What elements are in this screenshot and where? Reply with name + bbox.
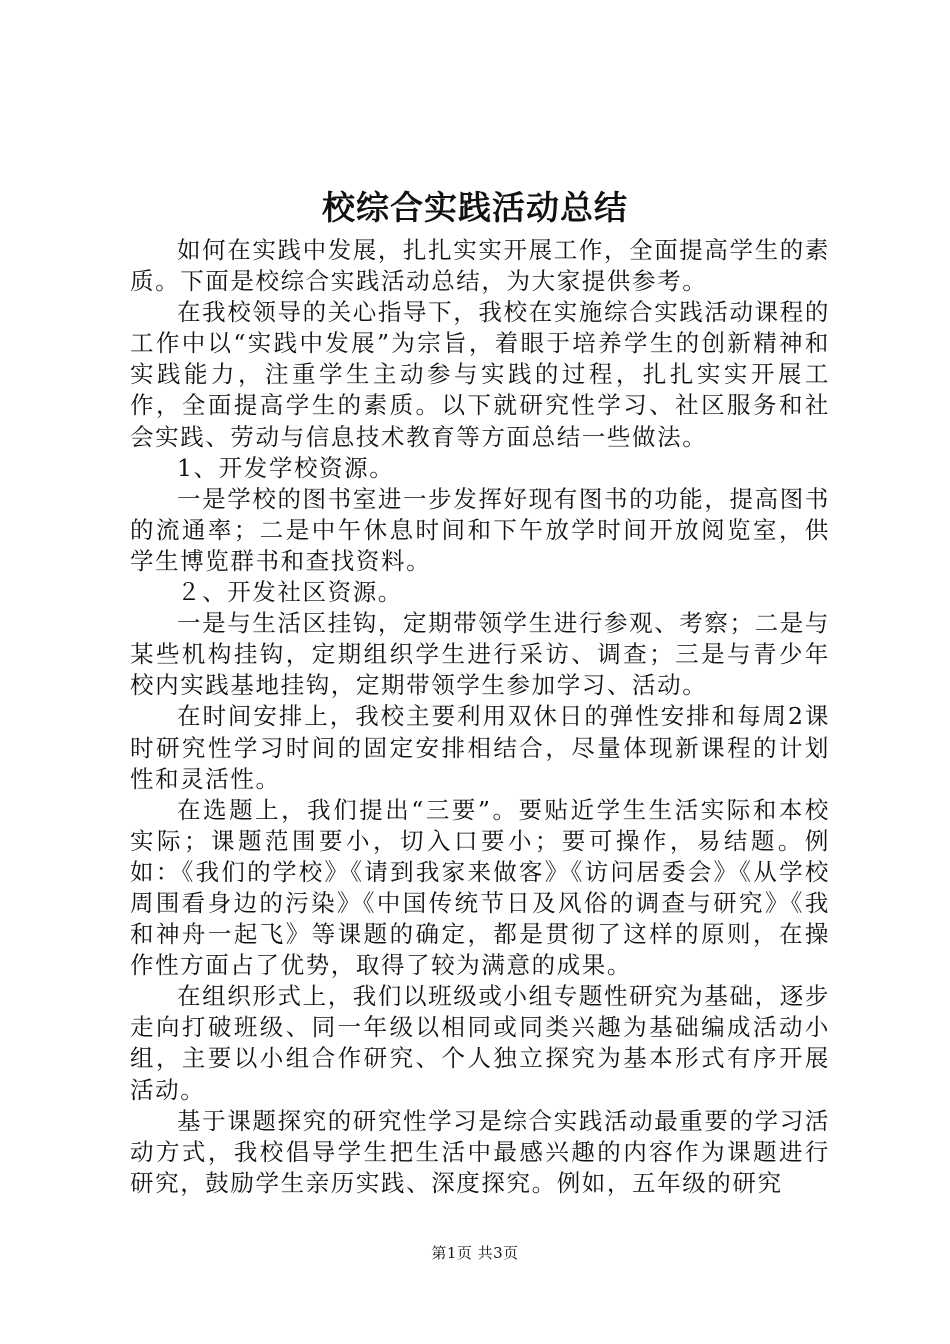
paragraph-overview: 在我校领导的关心指导下，我校在实施综合实践活动课程的工作中以“实践中发展”为宗旨，着眼于培养学生的创新精神和实践能力，注重学生主动参与实践的过程，扎扎实实开展工作，全面提高学生的素质。以下就研究性学习、社区服务和社会实践、劳动与信息技术教育等方面总结一些做法。 bbox=[130, 298, 830, 451]
paragraph-research-learning: 基于课题探究的研究性学习是综合实践活动最重要的学习活动方式，我校倡导学生把生活中最感兴趣的内容作为课题进行研究，鼓励学生亲历实践、深度探究。例如，五年级的研究 bbox=[130, 1106, 830, 1197]
paragraph-intro: 如何在实践中发展，扎扎实实开展工作，全面提高学生的素质。下面是校综合实践活动总结，为大家提供参考。 bbox=[130, 236, 830, 296]
paragraph-topic-selection: 在选题上，我们提出“三要”。要贴近学生生活实际和本校实际；课题范围要小，切入口要小；要可操作，易结题。例如：《我们的学校》《请到我家来做客》《访问居委会》《从学校周围看身边的污染》《中国传统节日及风俗的调查与研究》《我和神舟一起飞》等课题的确定，都是贯彻了这样的原则，在操作性方面占了优势，取得了较为满意的成果。 bbox=[130, 795, 830, 980]
section-heading-school-resources: 1、开发学校资源。 bbox=[177, 453, 395, 482]
paragraph-school-resources: 一是学校的图书室进一步发挥好现有图书的功能，提高图书的流通率；二是中午休息时间和下午放学时间开放阅览室，供学生博览群书和查找资料。 bbox=[130, 484, 830, 575]
paragraph-time-arrangement: 在时间安排上，我校主要利用双休日的弹性安排和每周2课时研究性学习时间的固定安排相结合，尽量体现新课程的计划性和灵活性。 bbox=[130, 702, 830, 793]
section-heading-community-resources: ２、开发社区资源。 bbox=[177, 578, 403, 607]
document-body bbox=[130, 235, 830, 1199]
paragraph-community-resources: 一是与生活区挂钩，定期带领学生进行参观、考察；二是与某些机构挂钩，定期组织学生进行采访、调查；三是与青少年校内实践基地挂钩，定期带领学生参加学习、活动。 bbox=[130, 609, 830, 700]
page-number-footer: 第1页 共3页 bbox=[431, 1244, 519, 1262]
document-title: 校综合实践活动总结 bbox=[322, 188, 628, 227]
paragraph-organization-form: 在组织形式上，我们以班级或小组专题性研究为基础，逐步走向打破班级、同一年级以相同或同类兴趣为基础编成活动小组，主要以小组合作研究、个人独立探究为基本形式有序开展活动。 bbox=[130, 982, 830, 1104]
